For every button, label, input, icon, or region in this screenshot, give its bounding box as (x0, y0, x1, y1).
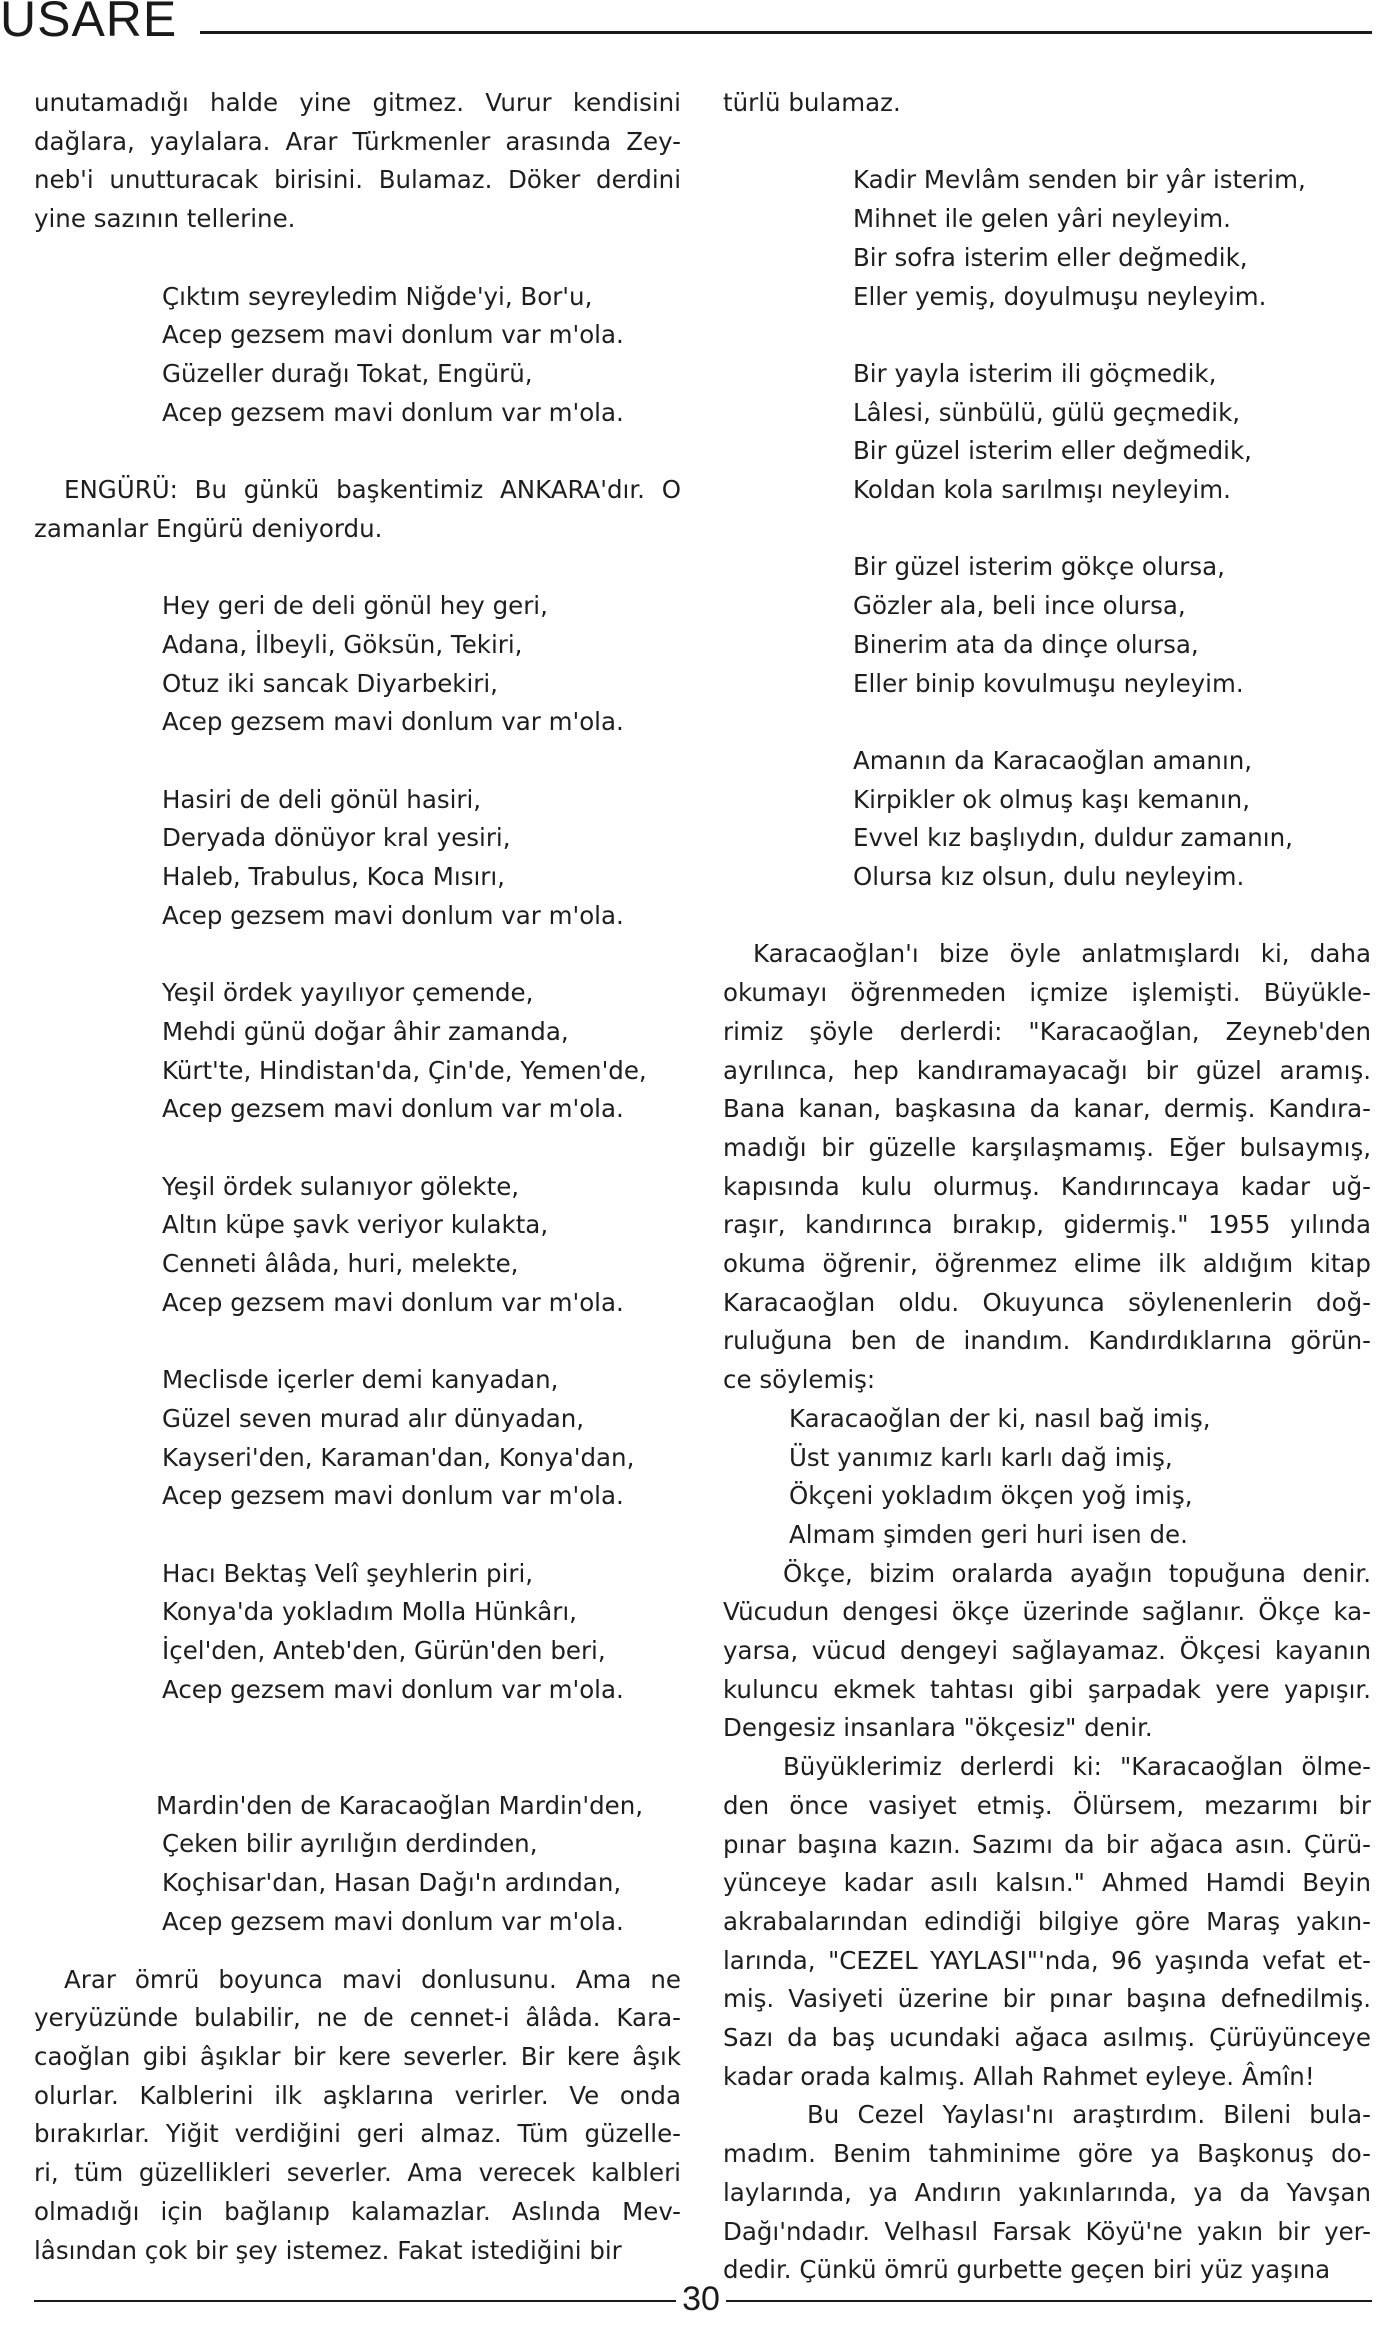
text-line: bırakırlar. Yiğit verdiğini geri almaz. Tüm güzelle- (34, 2119, 681, 2149)
verse-line: Kayseri'den, Karaman'dan, Konya'dan, (162, 1442, 635, 1472)
text-line: madığı bir güzelle karşılaşmamış. Eğer bulsaymış, (723, 1132, 1371, 1162)
verse-line: Lâlesi, sünbülü, gülü geçmedik, (853, 397, 1241, 427)
text-line: Sazı da baş ucundaki ağaca asılmış. Çürüyünceye (723, 2023, 1371, 2053)
header-rule (200, 31, 1372, 34)
text-line: miş. Vasiyeti üzerine bir pınar başına defnedilmiş. (723, 1984, 1371, 2014)
text-line: unutamadığı halde yine gitmez. Vurur kendisini (34, 88, 681, 117)
text-line: Karacaoğlan'ı bize öyle anlatmışlardı ki, daha (753, 939, 1371, 969)
verse-line: Bir yayla isterim ili göçmedik, (853, 358, 1217, 388)
verse-line: Çeken bilir ayrılığın derdinden, (162, 1829, 538, 1859)
text-line: lâsından çok bir şey istemez. Fakat istediğini bir (34, 2235, 622, 2265)
verse-line: Kürt'te, Hindistan'da, Çin'de, Yemen'de, (162, 1055, 647, 1085)
text-line: Arar ömrü boyunca mavi donlusunu. Ama ne (64, 1964, 681, 1994)
text-line: türlü bulamaz. (723, 88, 901, 117)
text-line: kuluncu ekmek tahtası gibi şarpadak yere yapışır. (723, 1674, 1371, 1704)
quoted-verse (723, 1400, 1371, 1555)
text-line: kadar orada kalmış. Allah Rahmet eyleye. Âmîn! (723, 2061, 1315, 2091)
right-paragraph-2 (723, 1555, 1371, 1749)
verse-line: Amanın da Karacaoğlan amanın, (853, 745, 1253, 775)
poem-stanza (723, 742, 1371, 897)
text-line: kapısında kulu olurmuş. Kandırıncaya kadar uğ- (723, 1171, 1371, 1201)
poem-stanza (34, 1787, 681, 1942)
poem-stanza (34, 974, 681, 1129)
text-line: ce söylemiş: (723, 1365, 876, 1395)
text-line: akrabalarından edindiği bilgiye göre Maraş yakın- (723, 1906, 1371, 1936)
poem-stanza (723, 548, 1371, 703)
verse-line: Adana, İlbeyli, Göksün, Tekiri, (162, 629, 523, 659)
text-line: dedir. Çünkü ömrü gurbette geçen biri yüz yaşına (723, 2255, 1331, 2285)
verse-line: Evvel kız başlıydın, duldur zamanın, (853, 823, 1293, 853)
verse-line: Yeşil ördek sulanıyor gölekte, (162, 1171, 520, 1201)
verse-line: Otuz iki sancak Diyarbekiri, (162, 668, 498, 698)
verse-line: Cenneti âlâda, huri, melekte, (162, 1249, 519, 1278)
verse-line: Bir güzel isterim eller değmedik, (853, 436, 1252, 466)
text-line: okumayı öğrenmeden içmize işlemişti. Büyükle- (723, 978, 1371, 1008)
right-paragraph-4 (723, 2096, 1371, 2290)
verse-line: Acep gezsem mavi donlum var m'ola. (162, 707, 624, 737)
footer-rule-right (726, 2300, 1372, 2302)
verse-line: Karacaoğlan der ki, nasıl bağ imiş, (789, 1403, 1211, 1433)
page-number: 30 (682, 2280, 720, 2318)
poem-stanza (723, 355, 1371, 510)
magazine-title: USARE (0, 0, 178, 47)
verse-line: Mehdi günü doğar âhir zamanda, (162, 1016, 569, 1046)
text-line: dağlara, yaylalara. Arar Türkmenler arasında Zey- (34, 126, 681, 156)
text-line: yarsa, vücud dengeyi sağlayamaz. Ökçesi kayanın (723, 1636, 1371, 1666)
text-line: ri, tüm güzellikleri severler. Ama verecek kalbleri (34, 2158, 681, 2188)
text-line: Dağı'ndadır. Velhasıl Farsak Köyü'ne yakın bir yer- (723, 2216, 1371, 2246)
text-line: Bu Cezel Yaylası'nı araştırdım. Bileni bula- (807, 2100, 1371, 2130)
text-line: den önce vasiyet etmiş. Ölürsem, mezarımı bir (723, 1790, 1371, 1820)
verse-line: Acep gezsem mavi donlum var m'ola. (162, 320, 624, 350)
poem-stanza (34, 1361, 681, 1516)
poem-stanza (34, 278, 681, 433)
verse-line: Hasiri de deli gönül hasiri, (162, 784, 482, 814)
text-line: yine sazının tellerine. (34, 204, 296, 234)
verse-line: Almam şimden geri huri isen de. (789, 1519, 1188, 1549)
verse-line: Koçhisar'dan, Hasan Dağı'n ardından, (162, 1868, 622, 1898)
right-column (723, 84, 1371, 2290)
text-line: pınar başına kazın. Sazımı da bir ağaca asın. Çürü- (723, 1829, 1371, 1859)
poem-stanza (34, 587, 681, 742)
left-intro-paragraph (34, 84, 681, 239)
verse-line: Acep gezsem mavi donlum var m'ola. (162, 1481, 624, 1511)
verse-line: Acep gezsem mavi donlum var m'ola. (162, 1094, 624, 1124)
text-line: madım. Benim tahminime göre ya Başkonuş do- (723, 2139, 1371, 2169)
footer-rule-left (34, 2300, 676, 2302)
text-line: ENGÜRÜ: Bu günkü başkentimiz ANKARA'dır. O (64, 475, 681, 504)
text-line: caoğlan gibi âşıklar bir kere severler. Bir kere âşık (34, 2042, 681, 2071)
verse-line: Yeşil ördek yayılıyor çemende, (162, 978, 534, 1008)
text-line: Vücudun dengesi ökçe üzerinde sağlanır. Ökçe ka- (723, 1597, 1371, 1627)
text-line: Ökçe, bizim oralarda ayağın topuğuna denir. (783, 1558, 1371, 1588)
verse-line: Eller binip kovulmuşu neyleyim. (853, 668, 1244, 698)
verse-line: Eller yemiş, doyulmuşu neyleyim. (853, 281, 1267, 311)
verse-line: Kirpikler ok olmuş kaşı kemanın, (853, 784, 1250, 814)
text-line: okuma öğrenir, öğrenmez elime ilk aldığım kitap (723, 1249, 1371, 1279)
text-line: yünceye kadar asılı kalsın." Ahmed Hamdi Beyin (723, 1868, 1371, 1898)
left-closing-paragraph (34, 1961, 681, 2271)
verse-line: Haleb, Trabulus, Koca Mısırı, (162, 862, 505, 891)
verse-line: Güzeller durağı Tokat, Engürü, (162, 358, 533, 388)
verse-line: Koldan kola sarılmışı neyleyim. (853, 475, 1231, 504)
verse-line: Altın küpe şavk veriyor kulakta, (162, 1210, 549, 1240)
verse-line: İçel'den, Anteb'den, Gürün'den beri, (162, 1636, 606, 1665)
verse-line: Gözler ala, beli ince olursa, (853, 591, 1186, 621)
text-line: zamanlar Engürü deniyordu. (34, 513, 383, 543)
text-line: raşır, kandırınca bırakıp, gidermiş." 1955 yılında (723, 1210, 1371, 1240)
verse-line: Hacı Bektaş Velî şeyhlerin piri, (162, 1558, 534, 1588)
poem-stanza (34, 1168, 681, 1323)
verse-line: Acep gezsem mavi donlum var m'ola. (162, 900, 624, 930)
verse-line: Acep gezsem mavi donlum var m'ola. (162, 1674, 624, 1704)
poem-stanza (723, 161, 1371, 316)
text-line: Bana kanan, başkasına da kanar, dermiş. Kandıra- (723, 1094, 1371, 1124)
poem-stanza (34, 781, 681, 936)
text-line: Dengesiz insanlara "ökçesiz" denir. (723, 1713, 1153, 1743)
left-column (34, 84, 681, 2270)
verse-line: Hey geri de deli gönül hey geri, (162, 591, 548, 621)
poem-stanza (34, 1555, 681, 1710)
right-paragraph-3 (723, 1748, 1371, 2096)
verse-line: Konya'da yokladım Molla Hünkârı, (162, 1597, 577, 1627)
verse-line: Üst yanımız karlı karlı dağ imiş, (789, 1442, 1173, 1472)
verse-line: Kadir Mevlâm senden bir yâr isterim, (853, 165, 1306, 195)
verse-line: Binerim ata da dinçe olursa, (853, 629, 1199, 659)
note-paragraph (34, 471, 681, 548)
verse-line: Mihnet ile gelen yâri neyleyim. (853, 204, 1231, 234)
verse-line: Acep gezsem mavi donlum var m'ola. (162, 397, 624, 427)
text-line: Büyüklerimiz derlerdi ki: "Karacaoğlan ölme- (783, 1752, 1371, 1782)
verse-line: Acep gezsem mavi donlum var m'ola. (162, 1906, 624, 1936)
text-line: yeryüzünde bulabilir, ne de cennet-i âlâda. Kara- (34, 2003, 681, 2033)
text-line: neb'i unutturacak birisini. Bulamaz. Döker derdini (34, 165, 681, 195)
right-paragraph-1 (723, 935, 1371, 1399)
verse-line: Bir güzel isterim gökçe olursa, (853, 552, 1225, 582)
right-intro-paragraph (723, 84, 1371, 123)
text-line: olurlar. Kalblerini ilk aşklarına verirler. Ve onda (34, 2080, 681, 2110)
verse-line: Acep gezsem mavi donlum var m'ola. (162, 1287, 624, 1317)
verse-line: Bir sofra isterim eller değmedik, (853, 242, 1248, 272)
text-line: larında, "CEZEL YAYLASI"'nda, 96 yaşında vefat et- (723, 1945, 1371, 1975)
text-line: ruluğuna ben de inandım. Kandırdıklarına görün- (723, 1326, 1371, 1356)
text-line: Karacaoğlan oldu. Okuyunca söylenenlerin doğ- (723, 1287, 1371, 1317)
verse-line: Çıktım seyreyledim Niğde'yi, Bor'u, (162, 281, 593, 311)
verse-line: Mardin'den de Karacaoğlan Mardin'den, (156, 1790, 644, 1820)
text-line: rimiz şöyle derlerdi: "Karacaoğlan, Zeyneb'den (723, 1016, 1371, 1046)
text-line: laylarında, ya Andırın yakınlarında, ya da Yavşan (723, 2177, 1371, 2207)
text-line: olmadığı için bağlanıp kalamazlar. Aslında Mev- (34, 2196, 681, 2226)
verse-line: Ökçeni yokladım ökçen yoğ imiş, (789, 1481, 1193, 1511)
text-line: ayrılınca, hep kandıramayacağı bir güzel aramış. (723, 1055, 1371, 1085)
verse-line: Olursa kız olsun, dulu neyleyim. (853, 862, 1245, 891)
verse-line: Deryada dönüyor kral yesiri, (162, 823, 511, 853)
verse-line: Meclisde içerler demi kanyadan, (162, 1365, 559, 1395)
verse-line: Güzel seven murad alır dünyadan, (162, 1403, 585, 1433)
